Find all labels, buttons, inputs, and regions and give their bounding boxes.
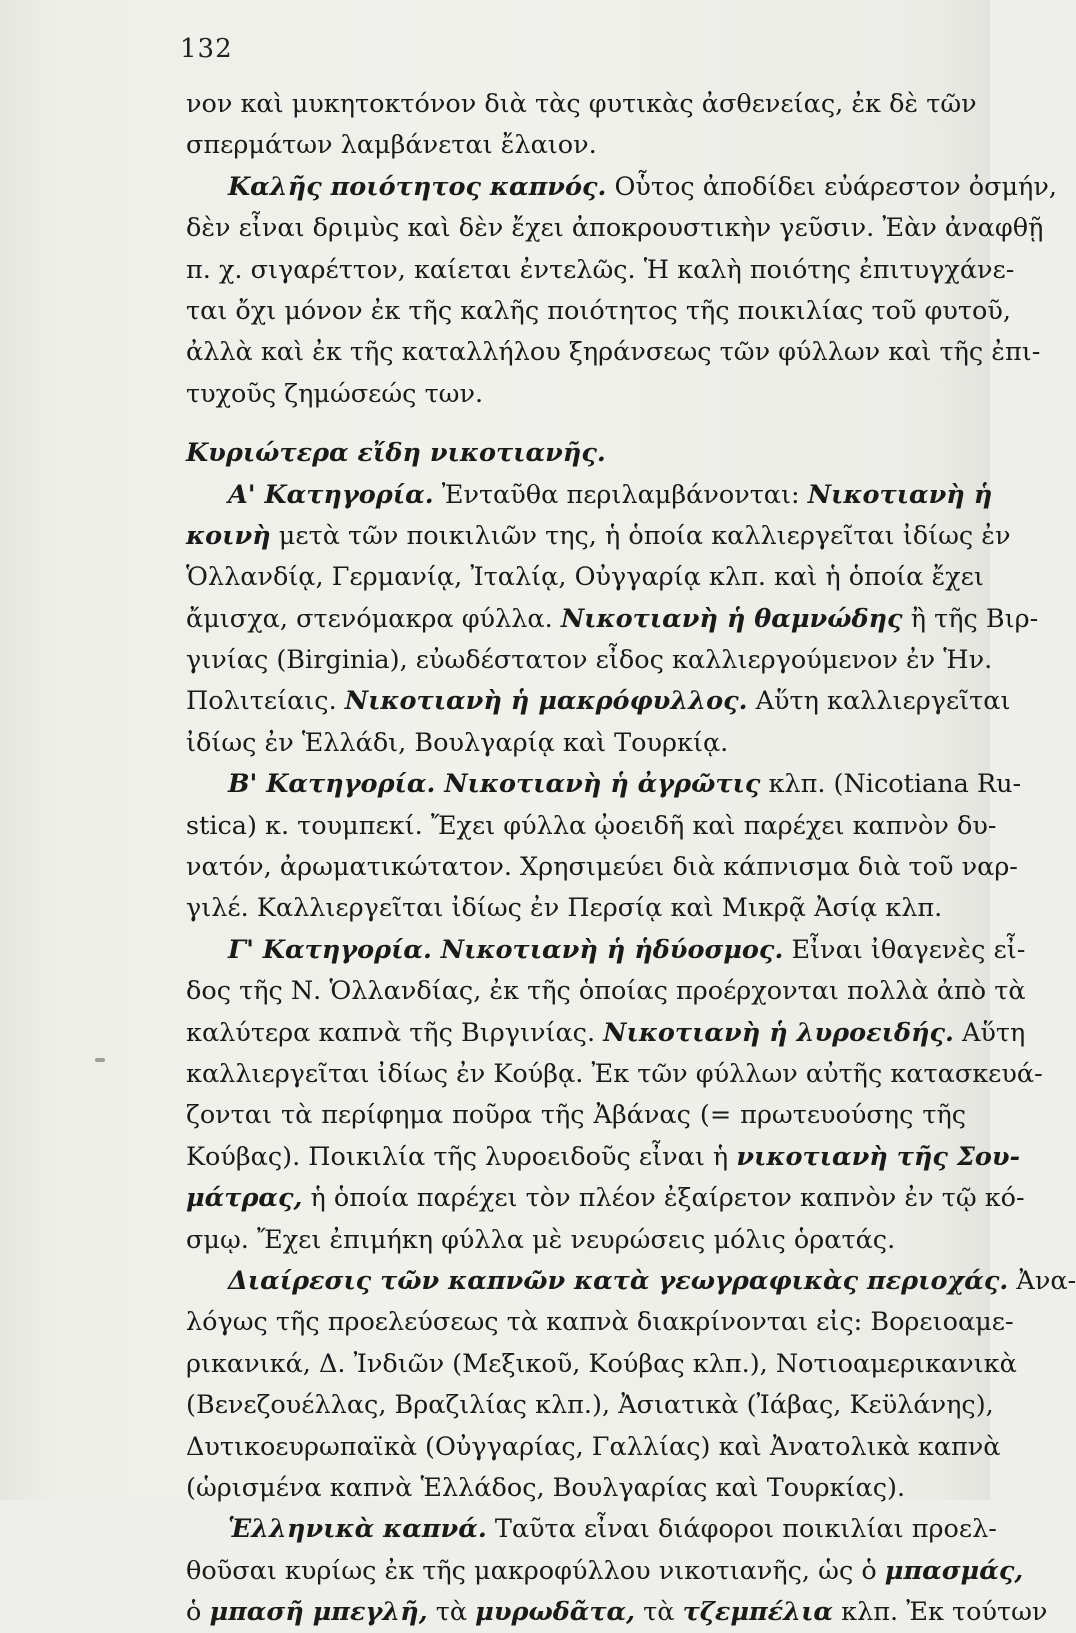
text-line — [186, 1054, 1043, 1095]
text-line — [186, 971, 1026, 1012]
body-text-run: Αὕτη καλλιεργεῖται — [747, 686, 1011, 717]
text-line — [186, 1013, 1026, 1054]
emphasis-text: Νικοτιανὴ ἡ θαμνώδης — [560, 603, 903, 634]
body-text-run: καλλιεργεῖται ἰδίως ἐν Κούβᾳ. Ἐκ τῶν φύλλων αὐτῆς κατασκευά- — [186, 1058, 1043, 1089]
body-text-run: μετὰ τῶν ποικιλιῶν της, ἡ ὁποία καλλιεργεῖται ἰδίως ἐν — [270, 520, 1011, 551]
text-line — [186, 930, 1026, 971]
body-text-run: Πολιτείαις. — [186, 686, 345, 717]
emphasis-text: μυρωδᾶτα, — [475, 1597, 636, 1628]
text-line — [186, 125, 966, 166]
text-line — [186, 1344, 1017, 1385]
text-line — [186, 374, 966, 415]
page-number: 132 — [180, 34, 233, 64]
emphasis-text: μάτρας, — [186, 1183, 303, 1214]
paper-blemish — [95, 1058, 105, 1062]
body-text-run: ἰδίως ἐν Ἑλλάδι, Βουλγαρίᾳ καὶ Τουρκίᾳ. — [186, 727, 729, 758]
text-line — [186, 84, 977, 125]
body-text-run: π. χ. σιγαρέττον, καίεται ἐντελῶς. Ἡ καλὴ ποιότης ἐπιτυγχάνε- — [186, 254, 1015, 285]
body-text-run: Οὗτος ἀποδίδει εὐάρεστον ὀσμήν, — [606, 171, 1057, 202]
emphasis-text: Α' Κατηγορία. — [228, 479, 434, 510]
body-text-run: νον καὶ μυκητοκτόνον διὰ τὰς φυτικὰς ἀσθενείας, ἐκ δὲ τῶν — [186, 89, 977, 119]
text-line — [186, 681, 1011, 722]
body-text-run: κλπ. Ἐκ τούτων — [833, 1597, 1048, 1628]
emphasis-text: νικοτιανὴ τῆς Σου- — [736, 1141, 1021, 1172]
emphasis-text: Νικοτιανὴ ἡ μακρόφυλλος. — [344, 686, 748, 717]
text-line — [186, 1220, 966, 1261]
body-text-run: καλύτερα καπνὰ τῆς Βιργινίας. — [186, 1017, 604, 1048]
body-text-run: ὁ — [186, 1597, 210, 1628]
body-text-run: τυχοῦς ζημώσεώς των. — [186, 378, 484, 409]
body-text-run: γινίας (Birginia), εὐωδέστατον εἶδος καλλιεργούμενον ἐν Ἡν. — [186, 645, 993, 676]
body-text-run: νατόν, ἀρωματικώτατον. Χρησιμεύει διὰ κάπνισμα διὰ τοῦ ναρ- — [186, 852, 1018, 883]
text-line — [186, 1095, 966, 1136]
body-text-run: γιλέ. Καλλιεργεῖται ἰδίως ἐν Περσίᾳ καὶ Μικρᾷ Ἀσίᾳ κλπ. — [186, 893, 943, 924]
text-line — [186, 1261, 1076, 1302]
emphasis-text: Γ' Κατηγορία. Νικοτιανὴ ἡ ἡδύοσμος. — [228, 934, 784, 965]
emphasis-text: Νικοτιανὴ ἡ — [807, 479, 993, 510]
body-text-run: θοῦσαι κυρίως ἐκ τῆς μακροφύλλου νικοτιανῆς, ὡς ὁ — [186, 1555, 885, 1586]
text-line — [186, 1178, 1025, 1219]
text-line — [186, 1427, 1001, 1468]
emphasis-text: Ἑλληνικὰ καπνά. — [228, 1514, 487, 1545]
text-line — [186, 764, 1022, 805]
body-text-run: Αὕτη — [953, 1017, 1026, 1048]
text-line — [186, 640, 993, 681]
emphasis-text: Καλῆς ποιότητος καπνός. — [228, 171, 607, 202]
body-text-run: Κούβας). Ποικιλία τῆς λυροειδοῦς εἶναι ἡ — [186, 1141, 737, 1172]
body-text-run: Ἀνα- — [1008, 1265, 1076, 1296]
body-text-run: ἄμισχα, στενόμακρα φύλλα. — [186, 603, 561, 634]
body-text-run: τὰ — [427, 1597, 476, 1628]
emphasis-text: Νικοτιανὴ ἡ λυροειδής. — [603, 1017, 954, 1048]
text-line — [186, 1592, 1048, 1633]
body-text-run: σμῳ. Ἔχει ἐπιμήκη φύλλα μὲ νευρώσεις μόλις ὁρατάς. — [186, 1224, 896, 1255]
body-text-run: stica) κ. τουμπεκί. Ἔχει φύλλα ᾠοειδῆ καὶ παρέχει καπνὸν δυ- — [186, 810, 997, 841]
body-text-run: ζονται τὰ περίφημα ποῦρα τῆς Ἀβάνας (= πρωτευούσης τῆς — [186, 1100, 966, 1131]
body-text-run: κλπ. (Nicotiana Ru- — [760, 769, 1022, 800]
body-text-run: Ταῦτα εἶναι διάφοροι ποικιλίαι προελ- — [486, 1514, 997, 1545]
text-line — [186, 1385, 994, 1426]
text-line — [186, 516, 1011, 557]
body-text-run: Δυτικοευρωπαϊκὰ (Οὐγγαρίας, Γαλλίας) καὶ Ἀνατολικὰ καπνὰ — [186, 1431, 1001, 1462]
text-line — [186, 806, 997, 847]
body-text — [186, 84, 1076, 1633]
text-line — [186, 557, 984, 598]
text-line — [186, 291, 1011, 332]
emphasis-text: Διαίρεσις τῶν καπνῶν κατὰ γεωγραφικὰς περιοχάς. — [228, 1265, 1009, 1296]
text-line — [186, 332, 1041, 373]
body-text-run: δος τῆς Ν. Ὁλλανδίας, ἐκ τῆς ὁποίας προέρχονται πολλὰ ἀπὸ τὰ — [186, 976, 1026, 1007]
body-text-run: ται ὄχι μόνον ἐκ τῆς καλῆς ποιότητος τῆς ποικιλίας τοῦ φυτοῦ, — [186, 295, 1011, 326]
body-text-run: Ἐνταῦθα περιλαμβάνονται: — [433, 479, 808, 510]
emphasis-text: μπασμάς, — [884, 1555, 1024, 1586]
text-line — [186, 167, 1057, 208]
body-text-run: Ὁλλανδίᾳ, Γερμανίᾳ, Ἰταλίᾳ, Οὐγγαρίᾳ κλπ. καὶ ἡ ὁποία ἔχει — [186, 562, 984, 593]
body-text-run: (ὡρισμένα καπνὰ Ἑλλάδος, Βουλγαρίας καὶ Τουρκίας). — [186, 1472, 906, 1503]
body-text-run: (Βενεζουέλλας, Βραζιλίας κλπ.), Ἀσιατικὰ (Ἰάβας, Κεϋλάνης), — [186, 1390, 994, 1421]
text-line — [186, 723, 966, 764]
body-text-run: ἢ τῆς Βιρ- — [902, 603, 1039, 634]
text-line — [186, 888, 966, 929]
body-text-run: ἀλλὰ καὶ ἐκ τῆς καταλλήλου ξηράνσεως τῶν φύλλων καὶ τῆς ἐπι- — [186, 337, 1041, 368]
body-text-run: λόγως τῆς προελεύσεως τὰ καπνὰ διακρίνονται εἰς: Βορειοαμε- — [186, 1307, 1014, 1338]
body-text-run: δὲν εἶναι δριμὺς καὶ δὲν ἔχει ἀποκρουστικὴν γεῦσιν. Ἐὰν ἀναφθῇ — [186, 213, 1044, 244]
text-line — [186, 599, 1039, 640]
text-line — [186, 1137, 1021, 1178]
body-text-run: τὰ — [635, 1597, 683, 1628]
body-text-run: ἡ ὁποία παρέχει τὸν πλέον ἐξαίρετον καπνὸν ἐν τῷ κό- — [302, 1183, 1025, 1214]
text-line — [186, 1551, 1024, 1592]
emphasis-text: Β' Κατηγορία. Νικοτιανὴ ἡ ἀγρῶτις — [228, 769, 761, 800]
text-line — [186, 847, 1018, 888]
emphasis-text: κοινὴ — [186, 520, 271, 551]
body-text-run: Εἶναι ἰθαγενὲς εἶ- — [783, 934, 1026, 965]
text-line — [186, 1468, 966, 1509]
text-line — [186, 1302, 1014, 1343]
emphasis-text: Κυριώτερα εἴδη νικοτιανῆς. — [186, 438, 606, 469]
text-line — [186, 208, 1044, 249]
emphasis-text: μπασῆ μπεγλῆ, — [209, 1597, 428, 1628]
body-text-run: ρικανικά, Δ. Ἰνδιῶν (Μεξικοῦ, Κούβας κλπ.), Νοτιοαμερικανικὰ — [186, 1348, 1017, 1379]
text-line — [186, 433, 966, 474]
body-text-run: σπερμάτων λαμβάνεται ἔλαιον. — [186, 130, 597, 161]
text-line — [186, 250, 1015, 291]
text-line — [186, 475, 993, 516]
emphasis-text: τζεμπέλια — [682, 1597, 834, 1628]
text-line — [186, 1509, 997, 1550]
